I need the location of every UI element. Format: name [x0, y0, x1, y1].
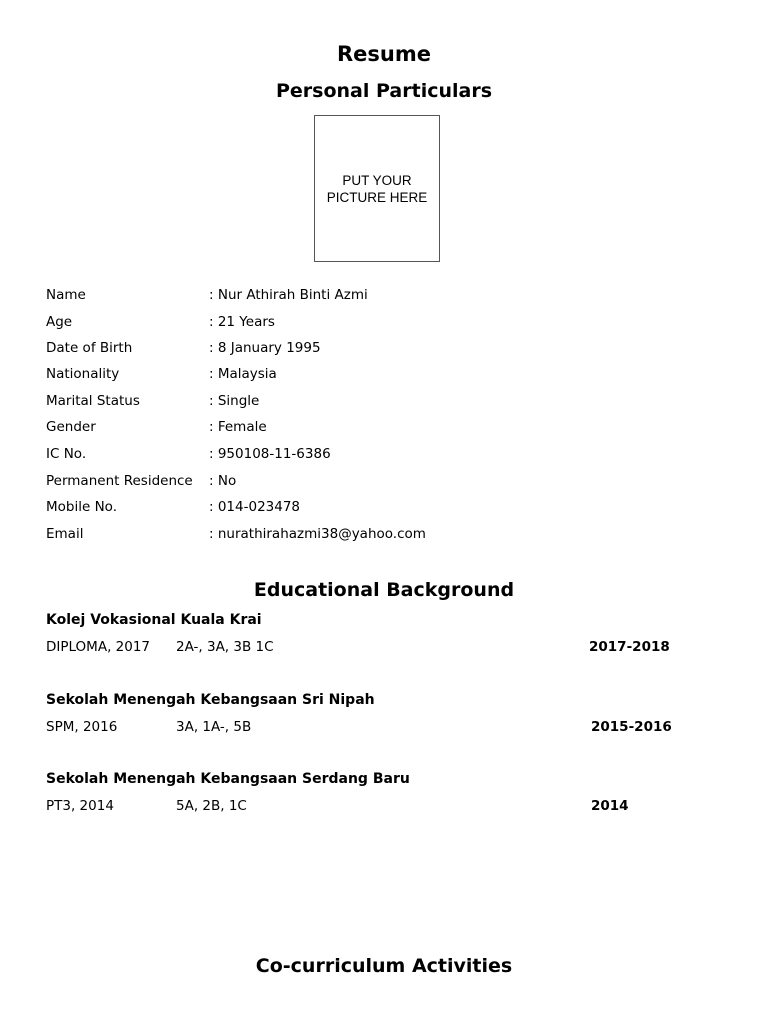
- document-title: Resume: [337, 42, 431, 66]
- field-value-nationality: : Malaysia: [209, 366, 277, 382]
- education-school: Kolej Vokasional Kuala Krai: [46, 612, 262, 628]
- field-value-name: : Nur Athirah Binti Azmi: [209, 287, 368, 303]
- field-label-ic-no: IC No.: [46, 446, 87, 462]
- field-value-email: : nurathirahazmi38@yahoo.com: [209, 526, 426, 542]
- education-grades: 2A-, 3A, 3B 1C: [176, 639, 274, 655]
- education-school: Sekolah Menengah Kebangsaan Serdang Baru: [46, 771, 410, 787]
- education-school: Sekolah Menengah Kebangsaan Sri Nipah: [46, 692, 375, 708]
- education-grades: 3A, 1A-, 5B: [176, 719, 252, 735]
- field-value-date-of-birth: : 8 January 1995: [209, 340, 321, 356]
- education-qualification: DIPLOMA, 2017: [46, 639, 151, 655]
- education-qualification: PT3, 2014: [46, 798, 114, 814]
- field-value-mobile-no: : 014-023478: [209, 499, 301, 515]
- field-label-mobile-no: Mobile No.: [46, 499, 117, 515]
- field-label-marital-status: Marital Status: [46, 393, 140, 409]
- field-value-age: : 21 Years: [209, 314, 275, 330]
- photo-placeholder: [314, 115, 440, 262]
- field-label-age: Age: [46, 314, 73, 330]
- education-years: 2014: [591, 798, 629, 814]
- field-label-name: Name: [46, 287, 86, 303]
- education-grades: 5A, 2B, 1C: [176, 798, 247, 814]
- field-label-nationality: Nationality: [46, 366, 120, 382]
- education-qualification: SPM, 2016: [46, 719, 118, 735]
- field-value-marital-status: : Single: [209, 393, 260, 409]
- field-label-email: Email: [46, 526, 84, 542]
- photo-placeholder-text: PUT YOUR PICTURE HERE: [326, 172, 428, 205]
- educational-background-heading: Educational Background: [253, 579, 515, 601]
- field-label-date-of-birth: Date of Birth: [46, 340, 133, 356]
- cocurriculum-heading: Co-curriculum Activities: [255, 955, 513, 977]
- field-value-gender: : Female: [209, 419, 267, 435]
- education-years: 2015-2016: [591, 719, 672, 735]
- field-value-ic-no: : 950108-11-6386: [209, 446, 331, 462]
- field-label-gender: Gender: [46, 419, 96, 435]
- field-label-permanent-residence: Permanent Residence: [46, 473, 193, 489]
- personal-particulars-heading: Personal Particulars: [275, 80, 493, 102]
- education-years: 2017-2018: [589, 639, 670, 655]
- field-value-permanent-residence: : No: [209, 473, 237, 489]
